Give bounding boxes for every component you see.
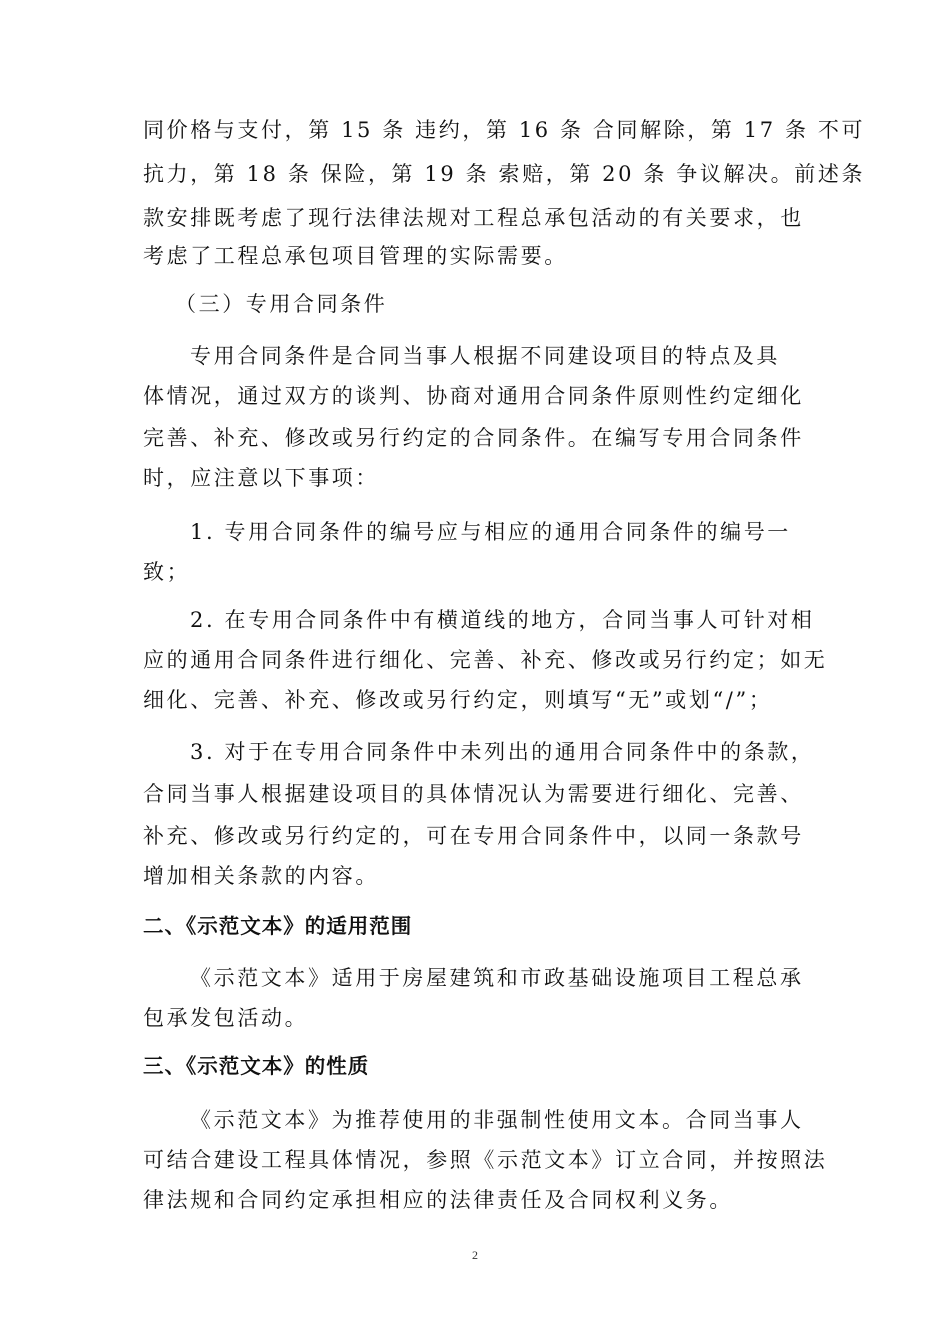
body-text-line: 补充、修改或另行约定的，可在专用合同条件中，以同一条款号 — [143, 824, 804, 848]
list-item-3: 3. 对于在专用合同条件中未列出的通用合同条件中的条款， — [190, 740, 815, 764]
body-text-line: 可结合建设工程具体情况，参照《示范文本》订立合同，并按照法 — [143, 1148, 828, 1172]
subsection-heading: （三）专用合同条件 — [175, 292, 388, 316]
body-text-line: 细化、完善、补充、修改或另行约定，则填写“无”或划“/”； — [143, 688, 773, 712]
list-item-2: 2. 在专用合同条件中有横道线的地方，合同当事人可针对相 — [190, 608, 815, 632]
body-text-line: 完善、补充、修改或另行约定的合同条件。在编写专用合同条件 — [143, 426, 804, 450]
section-heading-nature: 三、《示范文本》的性质 — [143, 1054, 370, 1078]
list-item-1: 1. 专用合同条件的编号应与相应的通用合同条件的编号一 — [190, 520, 791, 544]
paragraph-first-line: 《示范文本》适用于房屋建筑和市政基础设施项目工程总承 — [190, 966, 804, 990]
body-text-line: 合同当事人根据建设项目的具体情况认为需要进行细化、完善、 — [143, 782, 804, 806]
body-text-line: 抗力，第 18 条 保险，第 19 条 索赔，第 20 条 争议解决。前述条 — [143, 162, 866, 186]
page-number: 2 — [472, 1248, 478, 1262]
body-text-line: 时，应注意以下事项： — [143, 466, 379, 490]
body-text-line: 增加相关条款的内容。 — [143, 864, 379, 888]
body-text-line: 致； — [143, 560, 191, 584]
paragraph-first-line: 《示范文本》为推荐使用的非强制性使用文本。合同当事人 — [190, 1108, 804, 1132]
body-text-line: 款安排既考虑了现行法律法规对工程总承包活动的有关要求，也 — [143, 206, 804, 230]
body-text-line: 应的通用合同条件进行细化、完善、补充、修改或另行约定；如无 — [143, 648, 828, 672]
body-text-line: 同价格与支付，第 15 条 违约，第 16 条 合同解除，第 17 条 不可 — [143, 118, 866, 142]
section-heading-scope: 二、《示范文本》的适用范围 — [143, 914, 413, 938]
body-text-line: 考虑了工程总承包项目管理的实际需要。 — [143, 244, 568, 268]
body-text-line: 体情况，通过双方的谈判、协商对通用合同条件原则性约定细化 — [143, 384, 804, 408]
body-text-line: 包承发包活动。 — [143, 1006, 309, 1030]
paragraph-first-line: 专用合同条件是合同当事人根据不同建设项目的特点及具 — [190, 344, 780, 368]
body-text-line: 律法规和合同约定承担相应的法律责任及合同权利义务。 — [143, 1188, 733, 1212]
